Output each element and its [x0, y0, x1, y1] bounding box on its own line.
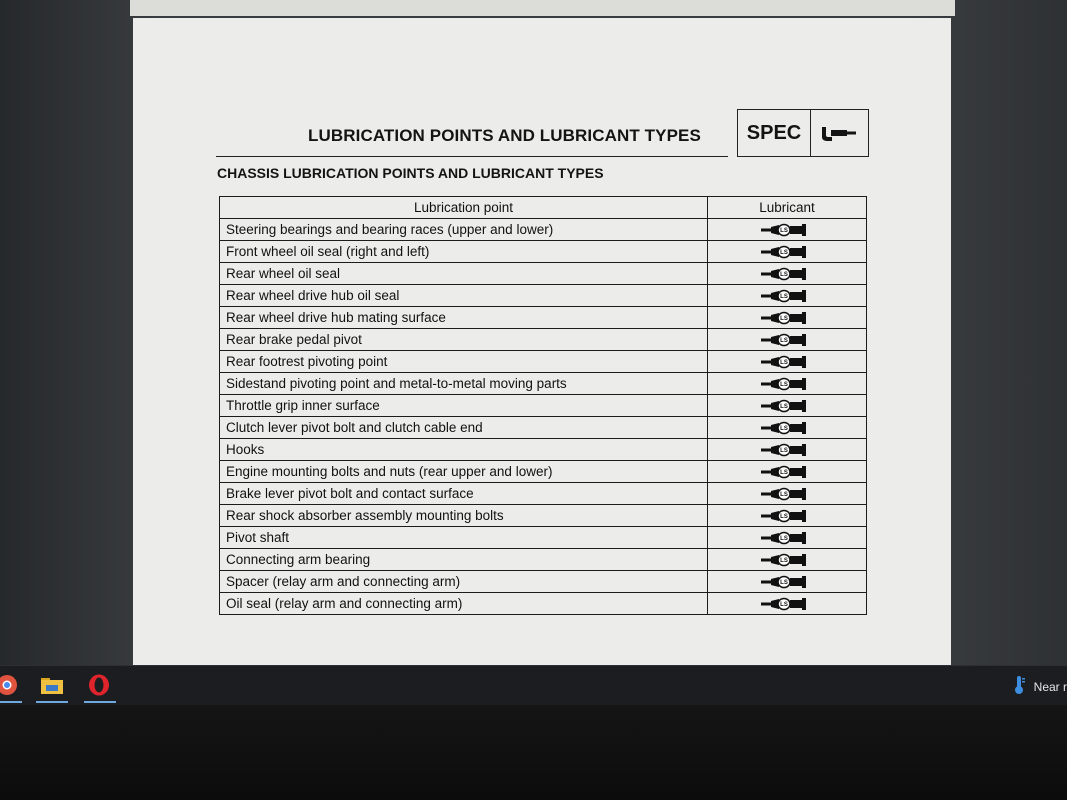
lithium-soap-grease-icon [761, 509, 813, 523]
lubrication-point-cell: Engine mounting bolts and nuts (rear upper and lower) [220, 461, 708, 483]
table-row [220, 571, 867, 593]
monitor-bezel [0, 705, 1067, 800]
lubrication-point-cell: Spacer (relay arm and connecting arm) [220, 571, 708, 593]
table-row [220, 439, 867, 461]
lubricant-mark: LS [780, 491, 788, 498]
wrench-icon [811, 110, 868, 156]
active-app-indicator [84, 701, 116, 703]
active-app-indicator [36, 701, 68, 703]
header-lubrication-point: Lubrication point [220, 197, 708, 219]
lubrication-point-cell: Rear wheel drive hub oil seal [220, 285, 708, 307]
lubricant-mark: LS [780, 337, 788, 344]
lubricant-mark: LS [780, 249, 788, 256]
previous-page-edge [130, 0, 955, 16]
lithium-soap-grease-icon [761, 597, 813, 611]
weather-text: Near r [1033, 679, 1067, 694]
lubrication-point-cell: Connecting arm bearing [220, 549, 708, 571]
header-lubricant: Lubricant [708, 197, 867, 219]
table-header-row [220, 197, 867, 219]
lithium-soap-grease-icon [761, 267, 813, 281]
lubricant-mark: LS [780, 601, 788, 608]
lubricant-cell [708, 219, 867, 241]
table-row [220, 373, 867, 395]
chrome-app-icon[interactable] [0, 672, 20, 698]
lithium-soap-grease-icon [761, 399, 813, 413]
opera-icon[interactable] [86, 672, 112, 698]
lubricant-mark: LS [780, 447, 788, 454]
lubricant-cell [708, 461, 867, 483]
lubricant-cell [708, 351, 867, 373]
lubrication-point-cell: Brake lever pivot bolt and contact surface [220, 483, 708, 505]
lithium-soap-grease-icon [761, 487, 813, 501]
lithium-soap-grease-icon [761, 223, 813, 237]
lubrication-point-cell: Clutch lever pivot bolt and clutch cable end [220, 417, 708, 439]
lubrication-point-cell: Rear brake pedal pivot [220, 329, 708, 351]
lubrication-point-cell: Rear wheel oil seal [220, 263, 708, 285]
table-row [220, 549, 867, 571]
lubrication-point-cell: Throttle grip inner surface [220, 395, 708, 417]
lithium-soap-grease-icon [761, 311, 813, 325]
lubricant-cell [708, 593, 867, 615]
table-row [220, 307, 867, 329]
table-row [220, 329, 867, 351]
lubrication-table [219, 196, 867, 615]
lithium-soap-grease-icon [761, 443, 813, 457]
lithium-soap-grease-icon [761, 531, 813, 545]
table-row [220, 263, 867, 285]
lubricant-cell [708, 417, 867, 439]
lubricant-mark: LS [780, 227, 788, 234]
lithium-soap-grease-icon [761, 245, 813, 259]
lubricant-cell [708, 395, 867, 417]
lubricant-cell [708, 439, 867, 461]
document-page [133, 18, 951, 666]
active-app-indicator [0, 701, 22, 703]
lubricant-mark: LS [780, 403, 788, 410]
lithium-soap-grease-icon [761, 465, 813, 479]
lubricant-cell [708, 241, 867, 263]
lubricant-cell [708, 263, 867, 285]
table-row [220, 593, 867, 615]
lubricant-mark: LS [780, 293, 788, 300]
lubricant-cell [708, 571, 867, 593]
page-title: LUBRICATION POINTS AND LUBRICANT TYPES [308, 126, 701, 145]
lubrication-point-cell: Pivot shaft [220, 527, 708, 549]
table-row [220, 351, 867, 373]
spec-box [737, 109, 869, 157]
lubricant-cell [708, 285, 867, 307]
weather-widget[interactable] [1012, 675, 1067, 698]
table-row [220, 285, 867, 307]
lubricant-cell [708, 307, 867, 329]
table-row [220, 395, 867, 417]
lubricant-mark: LS [780, 381, 788, 388]
lubricant-cell [708, 329, 867, 351]
lubrication-point-cell: Front wheel oil seal (right and left) [220, 241, 708, 263]
lubricant-cell [708, 505, 867, 527]
lithium-soap-grease-icon [761, 553, 813, 567]
lubricant-cell [708, 527, 867, 549]
lithium-soap-grease-icon [761, 575, 813, 589]
lubricant-mark: LS [780, 557, 788, 564]
taskbar [0, 665, 1067, 706]
lubrication-point-cell: Oil seal (relay arm and connecting arm) [220, 593, 708, 615]
lubricant-mark: LS [780, 425, 788, 432]
lubricant-mark: LS [780, 535, 788, 542]
table-row [220, 461, 867, 483]
lubrication-point-cell: Rear footrest pivoting point [220, 351, 708, 373]
section-title: CHASSIS LUBRICATION POINTS AND LUBRICANT TYPES [217, 165, 604, 181]
lubricant-mark: LS [780, 579, 788, 586]
lubricant-mark: LS [780, 469, 788, 476]
lithium-soap-grease-icon [761, 377, 813, 391]
lithium-soap-grease-icon [761, 421, 813, 435]
lithium-soap-grease-icon [761, 289, 813, 303]
table-row [220, 417, 867, 439]
table-row [220, 505, 867, 527]
table-body [220, 219, 867, 615]
lubrication-point-cell: Sidestand pivoting point and metal-to-metal moving parts [220, 373, 708, 395]
lubricant-mark: LS [780, 271, 788, 278]
lubrication-point-cell: Hooks [220, 439, 708, 461]
lithium-soap-grease-icon [761, 333, 813, 347]
title-underline [216, 156, 728, 157]
lubricant-mark: LS [780, 315, 788, 322]
lithium-soap-grease-icon [761, 355, 813, 369]
table-row [220, 241, 867, 263]
lubricant-cell [708, 373, 867, 395]
lubricant-mark: LS [780, 359, 788, 366]
table-row [220, 527, 867, 549]
spec-label: SPEC [738, 110, 811, 156]
lubricant-cell [708, 483, 867, 505]
table-row [220, 219, 867, 241]
lubrication-point-cell: Rear wheel drive hub mating surface [220, 307, 708, 329]
thermometer-icon [1012, 675, 1026, 698]
lubrication-point-cell: Rear shock absorber assembly mounting bolts [220, 505, 708, 527]
table-row [220, 483, 867, 505]
lubrication-point-cell: Steering bearings and bearing races (upper and lower) [220, 219, 708, 241]
lubricant-mark: LS [780, 513, 788, 520]
file-explorer-icon[interactable] [39, 672, 65, 698]
lubricant-cell [708, 549, 867, 571]
